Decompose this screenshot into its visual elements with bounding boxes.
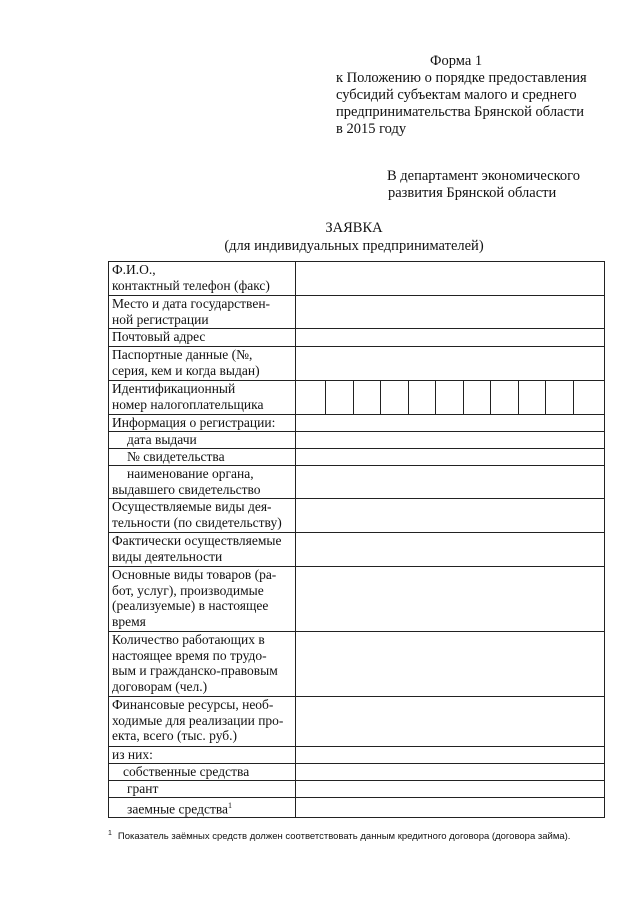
table-row — [109, 347, 605, 381]
header-line: к Положению о порядке предоставления — [336, 70, 587, 86]
row-label: наименование органа, выдавшего свидетельство — [109, 466, 296, 499]
row-label: Количество работающих в настоящее время по трудо- вым и гражданско-правовым договорам (чел.) — [109, 632, 296, 697]
table-row — [109, 449, 605, 466]
row-label: Информация о регистрации: — [109, 415, 296, 432]
loan-field[interactable] — [296, 798, 605, 818]
row-label: дата выдачи — [109, 432, 296, 449]
inn-cell[interactable] — [380, 381, 407, 414]
table-row — [109, 764, 605, 781]
addressee — [387, 168, 617, 202]
inn-cell[interactable] — [573, 381, 600, 414]
footnote-mark: 1 — [228, 801, 233, 810]
certificate-number-field[interactable] — [296, 449, 605, 466]
row-label: Место и дата государствен- ной регистрации — [109, 296, 296, 329]
inn-field[interactable] — [296, 381, 605, 415]
table-row — [109, 798, 605, 818]
row-label: из них: — [109, 747, 296, 764]
inn-cell[interactable] — [299, 381, 325, 414]
table-row — [109, 296, 605, 329]
passport-field[interactable] — [296, 347, 605, 381]
form-number: Форма 1 — [430, 53, 483, 69]
row-label: Паспортные данные (№, серия, кем и когда выдан) — [109, 347, 296, 381]
fio-field[interactable] — [296, 262, 605, 296]
footnote-mark: 1 — [108, 830, 112, 837]
inn-cell[interactable] — [545, 381, 572, 414]
inn-cell[interactable] — [518, 381, 545, 414]
row-label: Ф.И.О., контактный телефон (факс) — [109, 262, 296, 296]
inn-cell[interactable] — [463, 381, 490, 414]
table-row — [109, 262, 605, 296]
row-label: Фактически осуществляемые виды деятельности — [109, 533, 296, 567]
table-row — [109, 329, 605, 347]
grant-field[interactable] — [296, 781, 605, 798]
own-funds-field[interactable] — [296, 764, 605, 781]
issue-date-field[interactable] — [296, 432, 605, 449]
address-field[interactable] — [296, 329, 605, 347]
inn-cell[interactable] — [408, 381, 435, 414]
application-table — [108, 261, 605, 818]
row-label: Основные виды товаров (ра- бот, услуг), производимые (реализуемые) в настоящее время — [109, 567, 296, 632]
footnote-divider — [108, 817, 258, 818]
reginfo-field — [296, 415, 605, 432]
table-row — [109, 533, 605, 567]
activity-field[interactable] — [296, 499, 605, 533]
table-row — [109, 567, 605, 632]
document-subtitle: (для индивидуальных предпринимателей) — [224, 238, 484, 254]
row-label: Идентификационный номер налогоплательщика — [109, 381, 296, 415]
form-header — [336, 53, 626, 138]
registration-field[interactable] — [296, 296, 605, 329]
inn-cell[interactable] — [435, 381, 462, 414]
row-label: грант — [109, 781, 296, 798]
row-label: Финансовые ресурсы, необ- ходимые для реализации про- екта, всего (тыс. руб.) — [109, 697, 296, 747]
table-row — [109, 381, 605, 415]
table-row — [109, 697, 605, 747]
row-label: Осуществляемые виды дея- тельности (по свидетельству) — [109, 499, 296, 533]
table-row — [109, 632, 605, 697]
addressee-line: развития Брянской области — [388, 185, 557, 201]
header-line: предпринимательства Брянской области — [336, 104, 585, 120]
row-label: собственные средства — [109, 764, 296, 781]
row-label: № свидетельства — [109, 449, 296, 466]
inn-cell[interactable] — [490, 381, 517, 414]
issuer-field[interactable] — [296, 466, 605, 499]
goods-field[interactable] — [296, 567, 605, 632]
header-line: в 2015 году — [336, 121, 407, 137]
table-row — [109, 466, 605, 499]
document-title: ЗАЯВКА — [325, 220, 383, 236]
row-label: Почтовый адрес — [109, 329, 296, 347]
header-line: субсидий субъектам малого и среднего — [336, 87, 577, 103]
inn-cell[interactable] — [353, 381, 380, 414]
inn-digit-cells — [299, 381, 600, 414]
finance-field[interactable] — [296, 697, 605, 747]
staff-count-field[interactable] — [296, 632, 605, 697]
footnote — [108, 828, 628, 843]
table-row — [109, 781, 605, 798]
actual-activity-field[interactable] — [296, 533, 605, 567]
footnote-text: Показатель заёмных средств должен соответствовать данным кредитного договора (договора займа). — [117, 831, 571, 843]
of-them-field — [296, 747, 605, 764]
row-label: заемные средства$^1$ — [109, 798, 296, 818]
inn-cell[interactable] — [325, 381, 352, 414]
addressee-line: В департамент экономического — [387, 168, 581, 184]
table-row — [109, 747, 605, 764]
table-row — [109, 499, 605, 533]
table-row — [109, 432, 605, 449]
table-row — [109, 415, 605, 432]
